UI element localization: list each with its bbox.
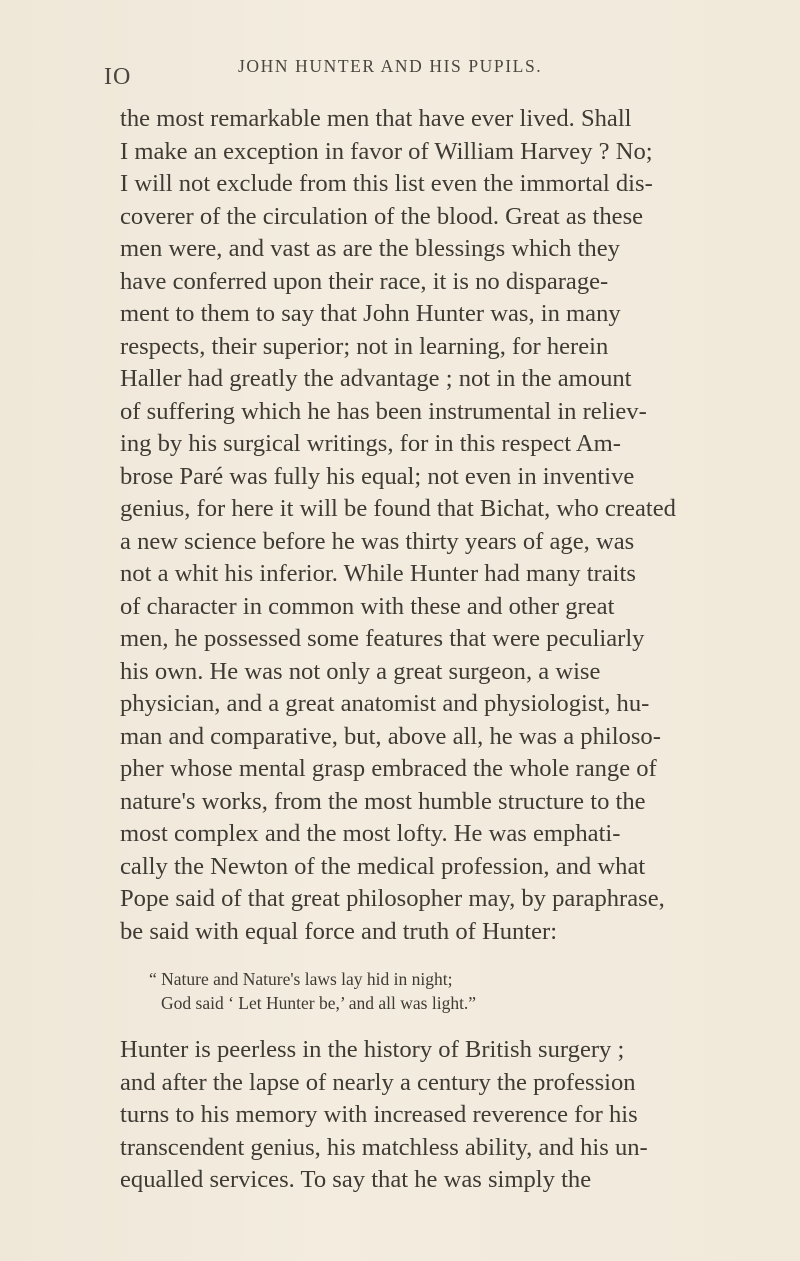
text-line: brose Paré was fully his equal; not even in inventive xyxy=(120,462,635,490)
quote-line: “ Nature and Nature's laws lay hid in night; xyxy=(149,969,453,989)
text-line: pher whose mental grasp embraced the whole range of xyxy=(120,755,657,782)
text-line: his own. He was not only a great surgeon, a wise xyxy=(120,657,601,685)
text-line: Hunter is peerless in the history of British surgery ; xyxy=(120,1036,625,1063)
text-line: transcendent genius, his matchless ability, and his un- xyxy=(120,1133,648,1161)
text-line: men, he possessed some features that were peculiarly xyxy=(120,625,645,652)
text-line: nature's works, from the most humble structure to the xyxy=(120,787,646,815)
verse-quotation xyxy=(149,968,709,1015)
text-line: genius, for here it will be found that Bichat, who created xyxy=(120,495,676,522)
text-line: of character in common with these and other great xyxy=(120,592,615,620)
page-number: IO xyxy=(104,64,132,90)
text-line: respects, their superior; not in learning, for herein xyxy=(120,332,609,360)
text-line: turns to his memory with increased reverence for his xyxy=(120,1101,638,1128)
text-line: physician, and a great anatomist and physiologist, hu- xyxy=(120,690,650,717)
text-line: be said with equal force and truth of Hunter: xyxy=(120,917,558,945)
quote-line: God said ‘ Let Hunter be,’ and all was light.” xyxy=(161,992,477,1013)
text-line: ing by his surgical writings, for in this respect Am- xyxy=(120,430,621,457)
text-line: and after the lapse of nearly a century the profession xyxy=(120,1068,636,1096)
text-line: men were, and vast as are the blessings which they xyxy=(120,235,620,262)
running-title: JOHN HUNTER AND HIS PUPILS. xyxy=(238,56,543,76)
text-line: man and comparative, but, above all, he was a philoso- xyxy=(120,722,661,750)
text-line: most complex and the most lofty. He was emphati- xyxy=(120,820,621,847)
text-line: have conferred upon their race, it is no disparage- xyxy=(120,267,609,295)
text-line: the most remarkable men that have ever lived. Shall xyxy=(120,105,632,132)
text-line: coverer of the circulation of the blood. Great as these xyxy=(120,202,644,230)
text-line: Haller had greatly the advantage ; not in the amount xyxy=(120,365,632,392)
text-line: ment to them to say that John Hunter was, in many xyxy=(120,300,621,327)
text-line: I make an exception in favor of William Harvey ? No; xyxy=(120,137,653,165)
main-paragraph xyxy=(120,103,710,948)
text-line: not a whit his inferior. While Hunter had many traits xyxy=(120,560,636,587)
text-line: Pope said of that great philosopher may, by paraphrase, xyxy=(120,885,665,912)
text-line: a new science before he was thirty years of age, was xyxy=(120,527,635,555)
text-line: equalled services. To say that he was simply the xyxy=(120,1166,592,1193)
text-line: cally the Newton of the medical profession, and what xyxy=(120,852,646,880)
text-line: I will not exclude from this list even the immortal dis- xyxy=(120,170,653,197)
closing-paragraph xyxy=(120,1034,710,1197)
text-line: of suffering which he has been instrumental in reliev- xyxy=(120,397,647,425)
